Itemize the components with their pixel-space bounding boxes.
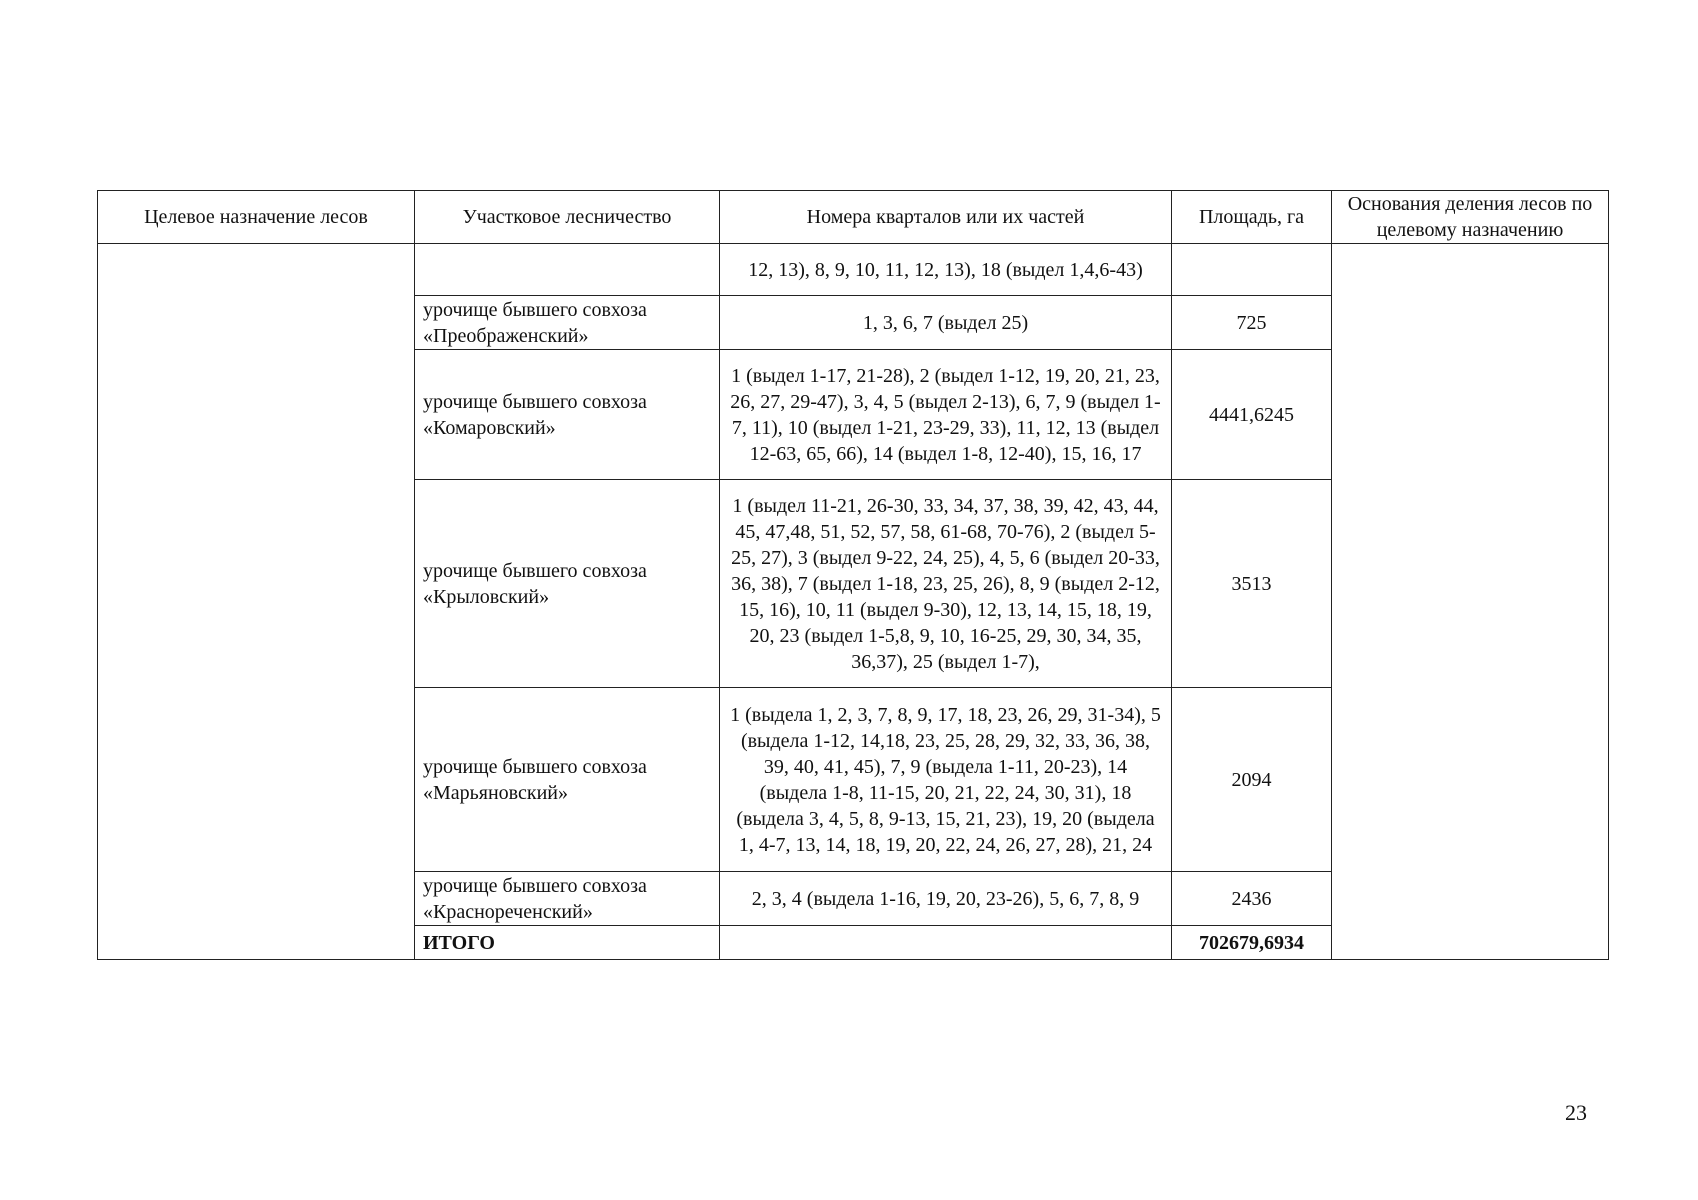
area-cell-empty — [1172, 244, 1332, 296]
header-basis: Основания деления лесов по целевому назначению — [1332, 191, 1609, 244]
header-purpose: Целевое назначение лесов — [98, 191, 415, 244]
table-header-row — [98, 191, 1609, 244]
forestry-line2: «Марьяновский» — [423, 781, 569, 804]
forestry-cell — [415, 296, 720, 350]
forestry-line1: урочище бывшего совхоза — [423, 390, 647, 413]
area-cell: 2436 — [1172, 872, 1332, 926]
total-quarters-empty — [720, 926, 1172, 960]
quarters-cell: 1, 3, 6, 7 (выдел 25) — [720, 296, 1172, 350]
forestry-line2: «Преображенский» — [423, 324, 589, 347]
area-cell: 725 — [1172, 296, 1332, 350]
forestry-line1: урочище бывшего совхоза — [423, 874, 647, 897]
forestry-cell-empty — [415, 244, 720, 296]
quarters-cell: 1 (выдел 1-17, 21-28), 2 (выдел 1-12, 19, 20, 21, 23, 26, 27, 29-47), 3, 4, 5 (выдел 2-13), 6, 7, 9 (выдел 1-7, 11), 10 (выдел 1-21, 23-29, 33), 11, 12, 13 (выдел 12-63, 65, 66), 14 (выдел 1-8, 12-40), 15, 16, 17 — [720, 350, 1172, 480]
area-cell: 4441,6245 — [1172, 350, 1332, 480]
forestry-line2: «Комаровский» — [423, 416, 556, 439]
forest-table — [97, 190, 1609, 960]
forestry-line1: урочище бывшего совхоза — [423, 755, 647, 778]
forestry-cell — [415, 872, 720, 926]
header-area: Площадь, га — [1172, 191, 1332, 244]
forestry-line2: «Крыловский» — [423, 585, 550, 608]
header-forestry: Участковое лесничество — [415, 191, 720, 244]
quarters-cell: 1 (выдел 11-21, 26-30, 33, 34, 37, 38, 39, 42, 43, 44, 45, 47,48, 51, 52, 57, 58, 61-68, 70-76), 2 (выдел 5-25, 27), 3 (выдел 9-22, 24, 25), 4, 5, 6 (выдел 20-33, 36, 38), 7 (выдел 1-18, 23, 25, 26), 8, 9 (выдел 2-12, 15, 16), 10, 11 (выдел 9-30), 12, 13, 14, 15, 18, 19, 20, 23 (выдел 1-5,8, 9, 10, 16-25, 29, 30, 34, 35, 36,37), 25 (выдел 1-7), — [720, 480, 1172, 688]
total-label: ИТОГО — [415, 926, 720, 960]
area-cell: 2094 — [1172, 688, 1332, 872]
page-number: 23 — [1565, 1100, 1587, 1125]
forestry-cell — [415, 688, 720, 872]
forestry-cell — [415, 480, 720, 688]
quarters-cell: 2, 3, 4 (выдела 1-16, 19, 20, 23-26), 5, 6, 7, 8, 9 — [720, 872, 1172, 926]
forestry-cell — [415, 350, 720, 480]
table-row — [98, 244, 1609, 296]
quarters-cell: 1 (выдела 1, 2, 3, 7, 8, 9, 17, 18, 23, 26, 29, 31-34), 5 (выдела 1-12, 14,18, 23, 25, 28, 29, 32, 33, 36, 38, 39, 40, 41, 45), 7, 9 (выдела 1-11, 20-23), 14 (выдела 1-8, 11-15, 20, 21, 22, 24, 30, 31), 18 (выдела 3, 4, 5, 8, 9-13, 15, 21, 23), 19, 20 (выдела 1, 4-7, 13, 14, 18, 19, 20, 22, 24, 26, 27, 28), 21, 24 — [720, 688, 1172, 872]
forestry-line2: «Краснореченский» — [423, 900, 593, 923]
quarters-cell: 12, 13), 8, 9, 10, 11, 12, 13), 18 (выдел 1,4,6-43) — [720, 244, 1172, 296]
forestry-line1: урочище бывшего совхоза — [423, 559, 647, 582]
purpose-cell — [98, 244, 415, 960]
header-quarters: Номера кварталов или их частей — [720, 191, 1172, 244]
area-cell: 3513 — [1172, 480, 1332, 688]
forestry-line1: урочище бывшего совхоза — [423, 298, 647, 321]
basis-cell — [1332, 244, 1609, 960]
total-area: 702679,6934 — [1172, 926, 1332, 960]
